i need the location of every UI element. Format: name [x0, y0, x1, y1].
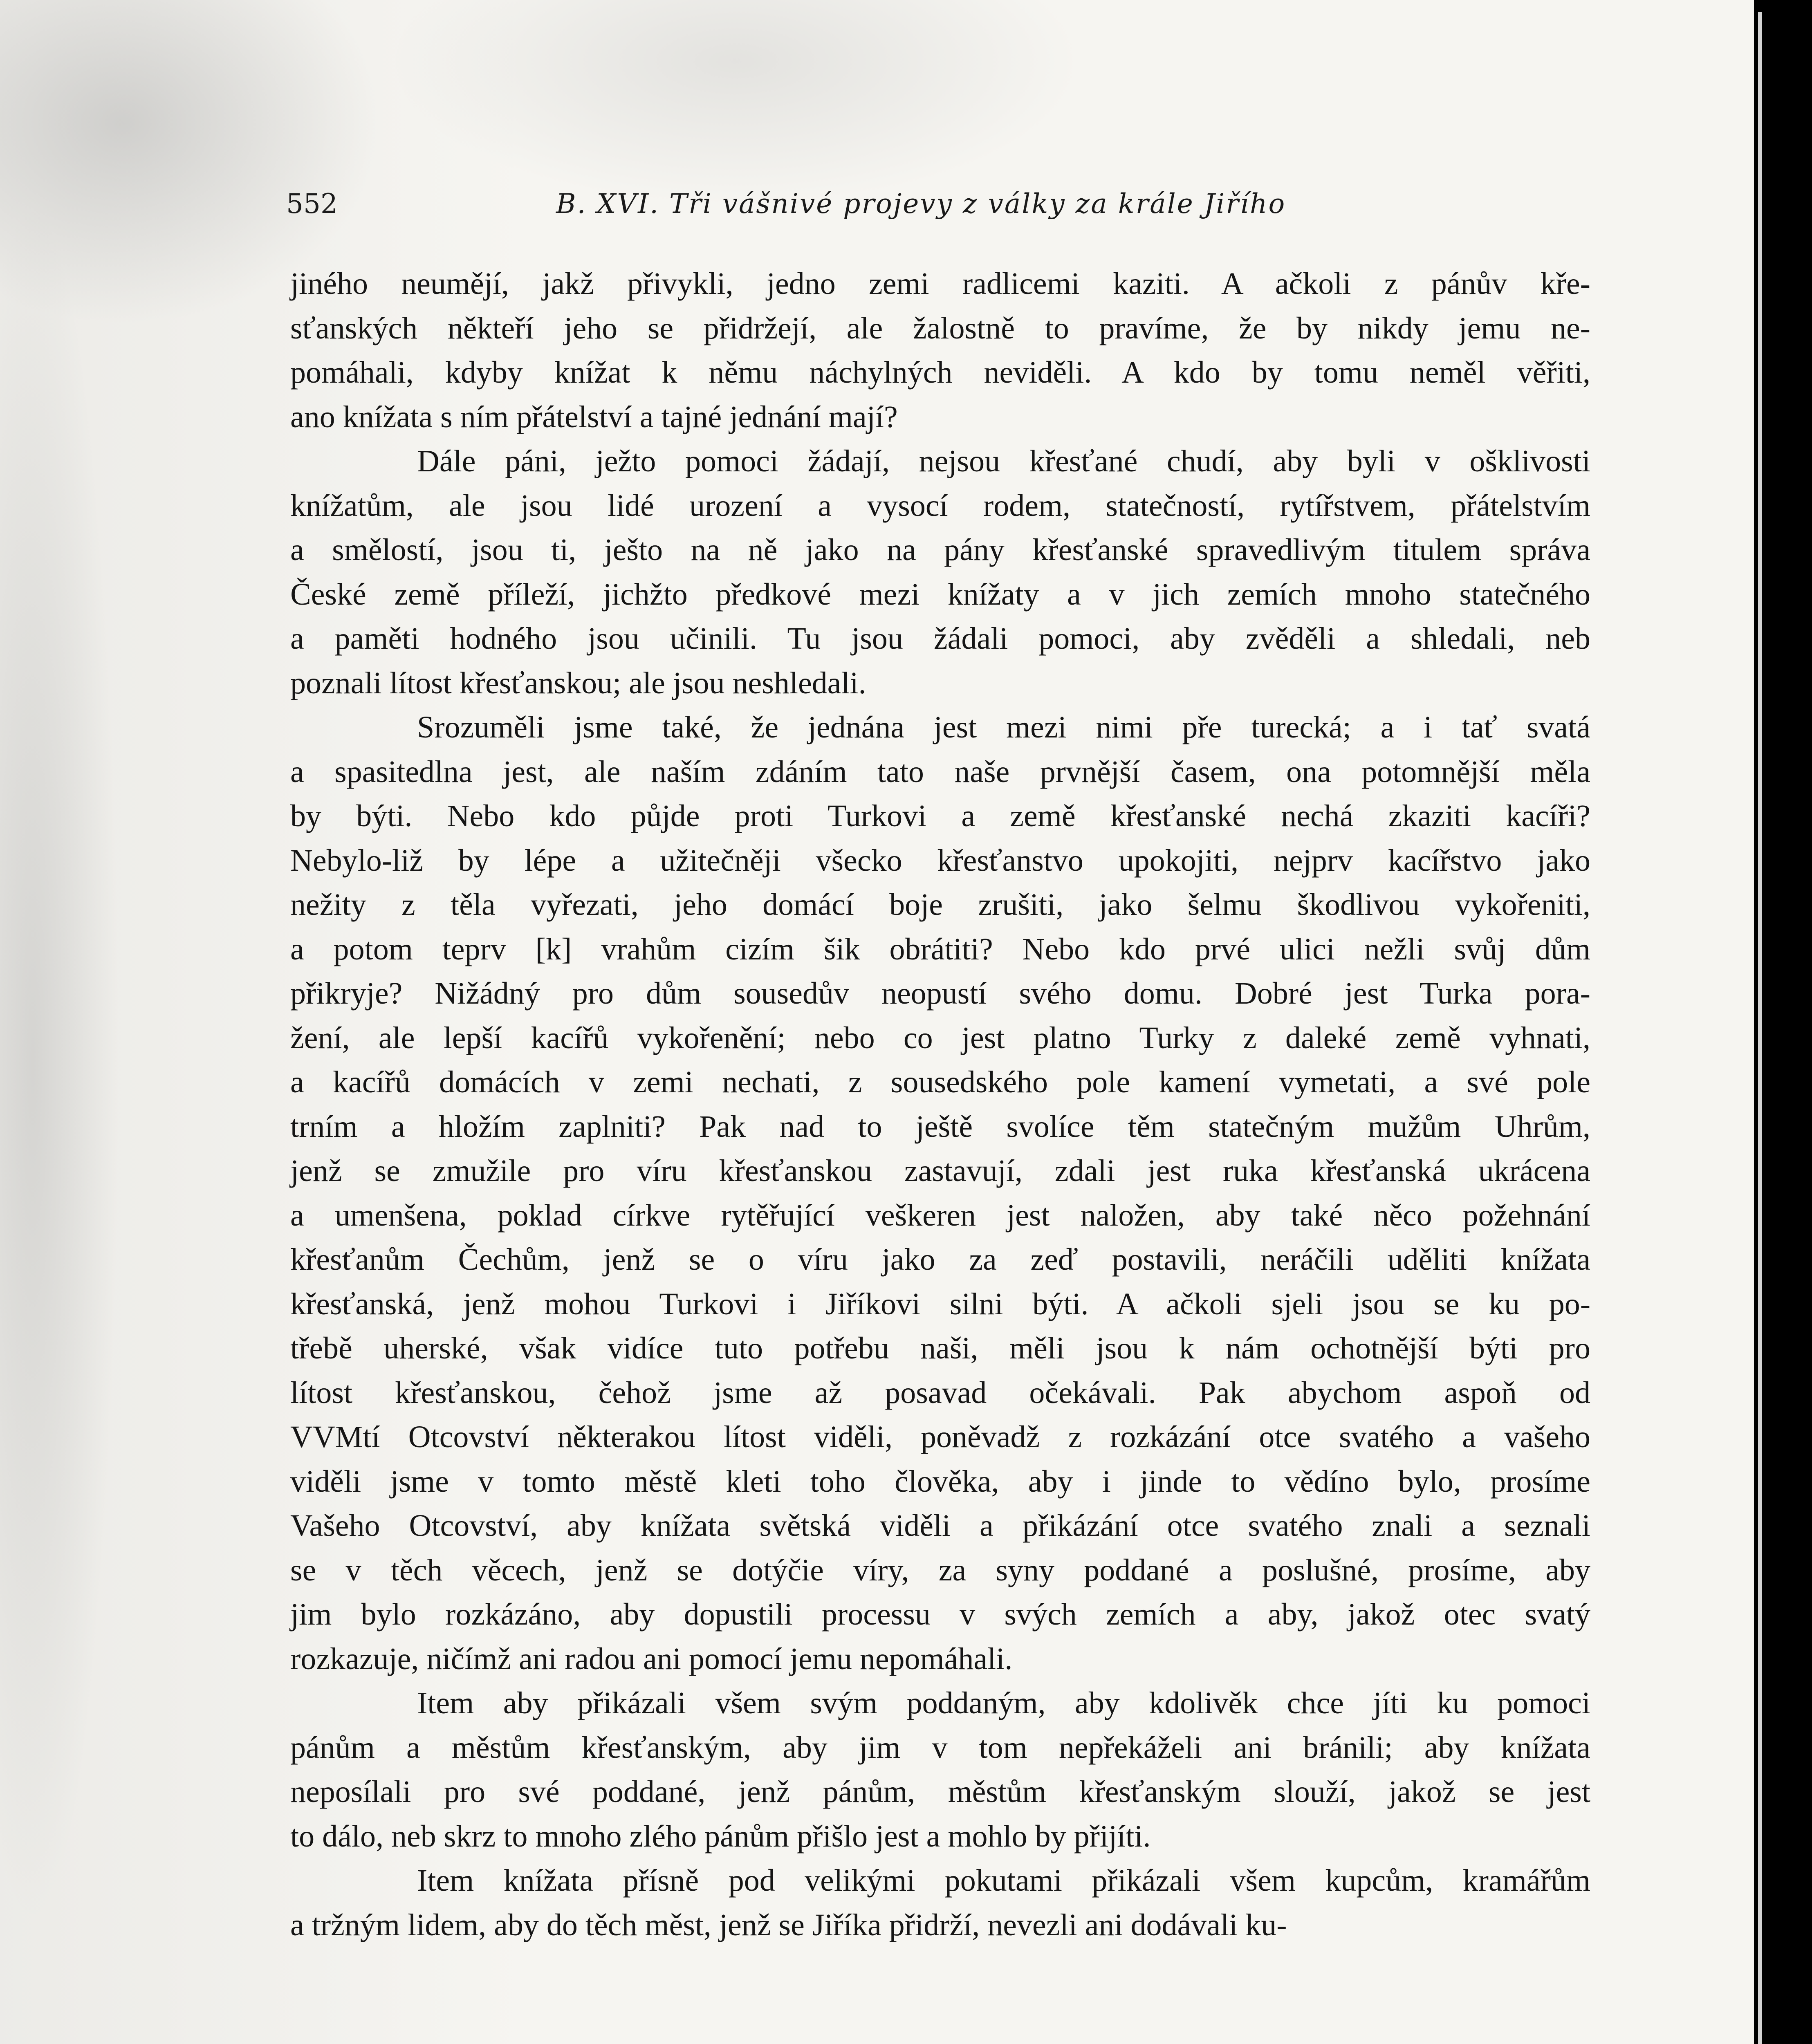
text-line: knížatům, ale jsou lidé urození a vysocí rodem, statečností, rytířstvem, přátelstvím: [290, 488, 1590, 523]
text-line: pomáhali, kdyby knížat k němu náchylných neviděli. A kdo by tomu neměl věřiti,: [290, 355, 1590, 390]
text-line: a paměti hodného jsou učinili. Tu jsou žádali pomoci, aby zvěděli a shledali, neb: [290, 621, 1590, 656]
text-line: Vašeho Otcovství, aby knížata světská viděli a přikázání otce svatého znali a seznali: [290, 1508, 1590, 1543]
text-line: Item aby přikázali všem svým poddaným, aby kdolivěk chce jíti ku pomoci: [417, 1686, 1590, 1720]
paragraph: [290, 705, 1590, 1681]
paragraph: [290, 262, 1590, 439]
text-line: Srozuměli jsme také, že jednána jest mezi nimi pře turecká; a i tať svatá: [417, 710, 1590, 744]
text-line: žení, ale lepší kacířů vykořenění; nebo co jest platno Turky z daleké země vyhnati,: [290, 1020, 1590, 1055]
text-line: České země příleží, jichžto předkové mezi knížaty a v jich zemích mnoho statečného: [290, 577, 1590, 612]
text-line: a smělostí, jsou ti, ješto na ně jako na pány křesťanské spravedlivým titulem správa: [290, 533, 1590, 567]
text-line: poznali lítost křesťanskou; ale jsou neshledali.: [290, 666, 866, 700]
text-line: a spasitedlna jest, ale naším zdáním tato naše prvnější časem, ona potomnější měla: [290, 754, 1590, 789]
text-line: trním a hložím zaplniti? Pak nad to ještě svolíce těm statečným mužům Uhrům,: [290, 1109, 1590, 1144]
text-line: a umenšena, poklad církve rytěřující veškeren jest naložen, aby také něco požehnání: [290, 1198, 1590, 1233]
page-edge: [1758, 12, 1762, 2044]
text-line: křesťanská, jenž mohou Turkovi i Jiříkovi silni býti. A ačkoli sjeli jsou se ku po-: [290, 1286, 1590, 1321]
paragraph: [290, 1681, 1590, 1858]
page-number: 552: [286, 188, 338, 220]
text-line: VVMtí Otcovství některakou lítost viděli, poněvadž z rozkázání otce svatého a vašeho: [290, 1420, 1590, 1454]
text-line: neposílali pro své poddané, jenž pánům, městům křesťanským slouží, jakož se jest: [290, 1775, 1590, 1809]
text-line: a potom teprv [k] vrahům cizím šik obrátiti? Nebo kdo prvé ulici nežli svůj dům: [290, 932, 1590, 966]
text-line: sťanských někteří jeho se přidržejí, ale žalostně to pravíme, že by nikdy jemu ne-: [290, 311, 1590, 345]
body-text: [290, 262, 1590, 1947]
text-line: lítost křesťanskou, čehož jsme až posavad očekávali. Pak abychom aspoň od: [290, 1375, 1590, 1410]
text-line: křesťanům Čechům, jenž se o víru jako za zeď postavili, neráčili uděliti knížata: [290, 1242, 1590, 1277]
paragraph: [290, 439, 1590, 705]
text-line: Nebylo-liž by lépe a užitečněji všecko křesťanstvo upokojiti, nejprv kacířstvo jako: [290, 843, 1590, 878]
text-line: by býti. Nebo kdo půjde proti Turkovi a země křesťanské nechá zkaziti kacíři?: [290, 799, 1590, 833]
text-line: jiného neumějí, jakž přivykli, jedno zemi radlicemi kaziti. A ačkoli z pánův kře-: [290, 267, 1590, 301]
text-line: a tržným lidem, aby do těch měst, jenž se Jiříka přidrží, nevezli ani dodávali ku-: [290, 1907, 1287, 1942]
text-line: jenž se zmužile pro víru křesťanskou zastavují, zdali jest ruka křesťanská ukrácena: [290, 1154, 1590, 1188]
paragraph: [290, 1858, 1590, 1947]
text-line: třebě uherské, však vidíce tuto potřebu naši, měli jsou k nám ochotnější býti pro: [290, 1331, 1590, 1365]
page-header: [286, 188, 1390, 233]
text-line: viděli jsme v tomto městě kleti toho člověka, aby i jinde to vědíno bylo, prosíme: [290, 1464, 1590, 1499]
text-line: Item knížata přísně pod velikými pokutami přikázali všem kupcům, kramářům: [417, 1863, 1590, 1898]
text-line: to dálo, neb skrz to mnoho zlého pánům přišlo jest a mohlo by přijíti.: [290, 1819, 1151, 1853]
text-line: jim bylo rozkázáno, aby dopustili processu v svých zemích a aby, jakož otec svatý: [290, 1597, 1590, 1632]
text-line: rozkazuje, ničímž ani radou ani pomocí jemu nepomáhali.: [290, 1641, 1013, 1676]
text-line: Dále páni, ježto pomoci žádají, nejsou křesťané chudí, aby byli v ošklivosti: [417, 444, 1590, 478]
text-line: pánům a městům křesťanským, aby jim v tom nepřekáželi ani bránili; aby knížata: [290, 1730, 1590, 1765]
text-line: přikryje? Nižádný pro dům sousedův neopustí svého domu. Dobré jest Turka pora-: [290, 976, 1590, 1011]
text-line: ano knížata s ním přátelství a tajné jednání mají?: [290, 399, 898, 434]
text-line: a kacířů domácích v zemi nechati, z sousedského pole kamení vymetati, a své pole: [290, 1065, 1590, 1099]
text-line: nežity z těla vyřezati, jeho domácí boje zrušiti, jako šelmu škodlivou vykořeniti,: [290, 888, 1590, 922]
text-line: se v těch věcech, jenž se dotýčie víry, za syny poddané a poslušné, prosíme, aby: [290, 1553, 1590, 1587]
running-title: B. XVI. Tři vášnivé projevy z války za krále Jiřího: [556, 188, 1286, 220]
